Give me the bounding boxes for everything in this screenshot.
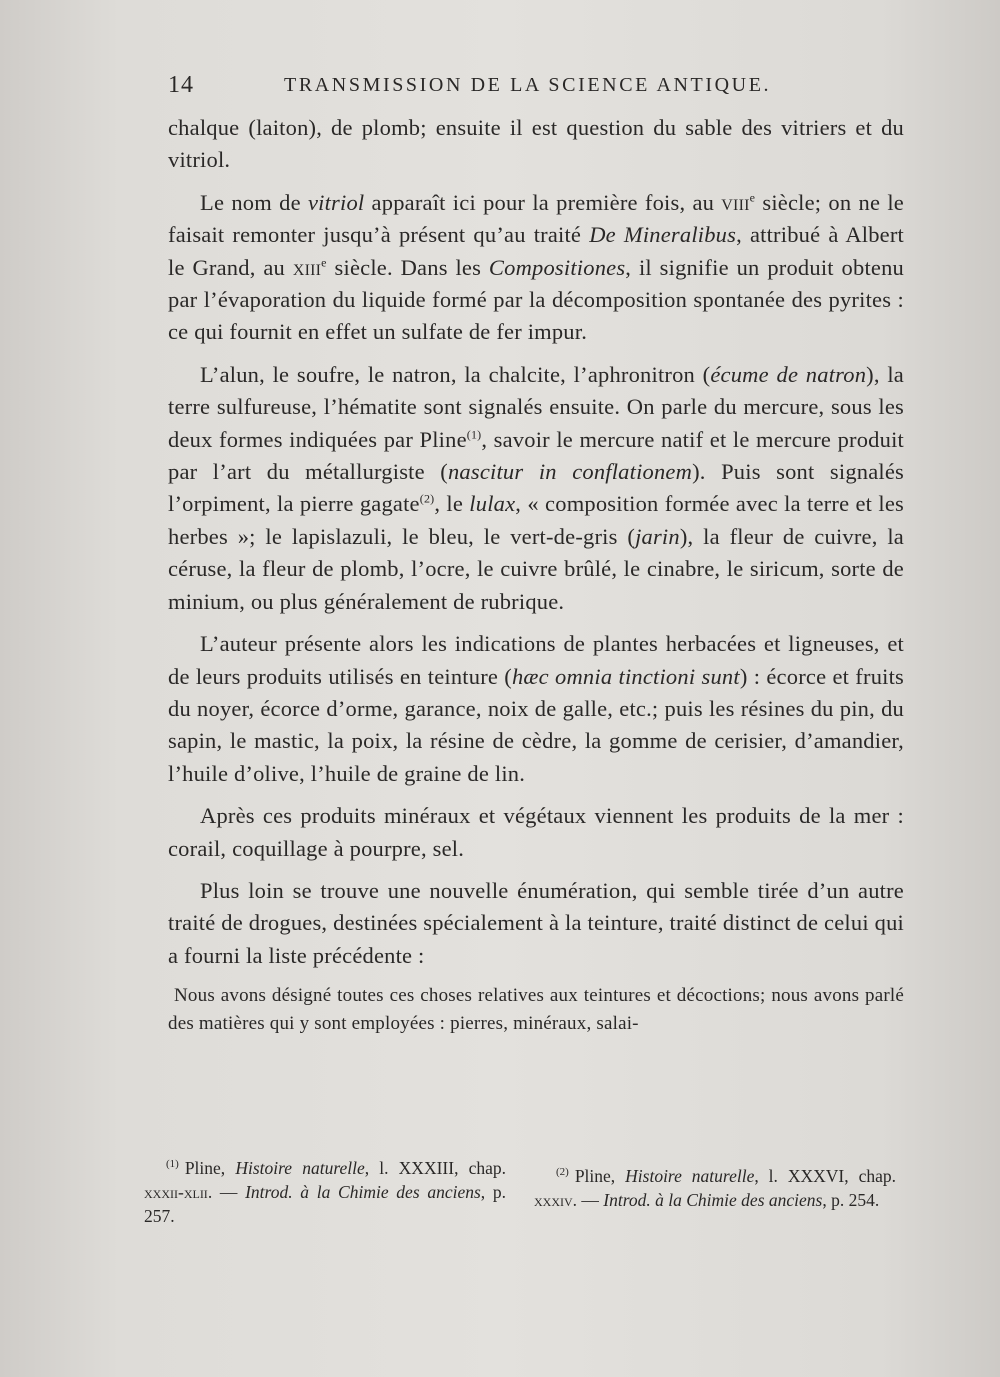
- footnote-text: Pline, Histoire naturelle, l. XXXVI, chap. xxxiv. — Introd. à la Chimie des anciens, p. 254.: [534, 1165, 896, 1210]
- paragraph-minerals: L’alun, le soufre, le natron, la chalcite, l’aphronitron (écume de natron), la terre sulfureuse, l’hématite sont signalés ensuite. On parle du mercure, sous les deux formes indiquées par Pline$^{(1)}$, savoir le mercure natif et le mercure produit par l’art du métallurgiste (nascitur in conflationem). Puis sont signalés l’orpiment, la pierre gagate$^{(2)}$, le lulax, « composition formée avec la terre et les herbes »; le lapislazuli, le bleu, le vert-de-gris (jarin), la fleur de cuivre, la céruse, la fleur de plomb, l’ocre, le cuivre brûlé, le cinabre, le siricum, sorte de minium, ou plus généralement de rubrique.: [168, 361, 905, 614]
- paragraph-plants: L’auteur présente alors les indications de plantes herbacées et ligneuses, et de leurs produits utilisés en teinture (hæc omnia tinctioni sunt) : écorce et fruits du noyer, écorce d’orme, garance, noix de galle, etc.; puis les résines du pin, du sapin, le mastic, la poix, la résine de cèdre, la gomme de cerisier, d’amandier, l’huile d’olive, l’huile de graine de lin.: [168, 631, 905, 786]
- running-head: TRANSMISSION DE LA SCIENCE ANTIQUE.: [284, 74, 772, 96]
- footnote-mark: (2): [556, 1166, 569, 1178]
- page-header: [168, 72, 900, 108]
- paragraph-new-list: Plus loin se trouve une nouvelle énumération, qui semble tirée d’un autre traité de drogues, destinées spécialement à la teinture, traité distinct de celui qui a fourni la liste précédente :: [168, 877, 904, 968]
- footnote-mark: (1): [166, 1158, 179, 1170]
- paragraph-vitriol: Le nom de vitriol apparaît ici pour la première fois, au viii$^e$ siècle; on ne le faisait remonter jusqu’à présent qu’au traité De Mineralibus, attribué à Albert le Grand, au xiii$^e$ siècle. Dans les Compositiones, il signifie un produit obtenu par l’évaporation du liquide formé par la décomposition spontanée des pyrites : ce qui fournit en effet un sulfate de fer impur.: [168, 189, 905, 345]
- body-text: [168, 112, 904, 1038]
- paragraph-continuation: chalque (laiton), de plomb; ensuite il est question du sable des vitriers et du vitriol.: [168, 115, 904, 173]
- block-quote: Nous avons désigné toutes ces choses relatives aux teintures et décoctions; nous avons parlé des matières qui y sont employées : pierres, minéraux, salai-: [168, 985, 904, 1035]
- paragraph-sea-products: Après ces produits minéraux et végétaux viennent les produits de la mer : corail, coquillage à pourpre, sel.: [168, 803, 904, 861]
- footnote-2: [534, 1160, 896, 1212]
- page-number: 14: [168, 72, 194, 98]
- footnote-text: Pline, Histoire naturelle, l. XXXIII, chap. xxxii-xlii. — Introd. à la Chimie des anciens, p. 257.: [144, 1157, 507, 1226]
- footnote-1: [144, 1152, 506, 1228]
